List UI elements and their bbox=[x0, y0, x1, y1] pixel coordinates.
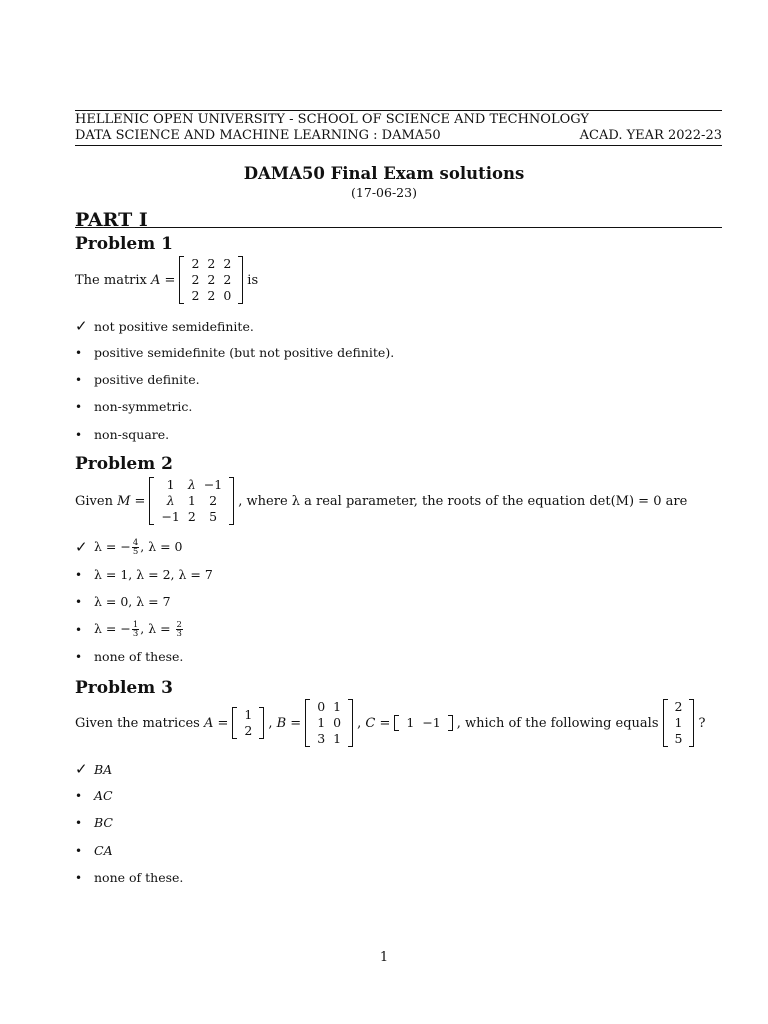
option-text: non-square. bbox=[94, 427, 170, 442]
option-text: positive definite. bbox=[94, 372, 200, 387]
stem-text: Given bbox=[75, 493, 113, 509]
page-number: 1 bbox=[379, 950, 389, 965]
matrix-cell: 2 bbox=[207, 256, 216, 271]
option-text: non-symmetric. bbox=[94, 399, 193, 414]
problem-3-option-4 bbox=[75, 843, 113, 858]
check-icon: ✓ bbox=[75, 538, 88, 556]
var-a: A bbox=[151, 272, 161, 288]
option-text: BA bbox=[94, 761, 113, 777]
bullet-icon: • bbox=[75, 427, 83, 442]
bullet-icon: • bbox=[75, 788, 83, 803]
bullet-icon: • bbox=[75, 567, 83, 582]
problem-2-stem: Given M = 1 λ −1 λ 1 2 −1 2 5 , where λ a real parameter, the roots of the equation det(M) = 0 are bbox=[75, 477, 688, 524]
stem-text: The matrix bbox=[75, 272, 147, 288]
matrix-cell: 2 bbox=[207, 272, 216, 287]
part-heading: PART I bbox=[75, 209, 148, 231]
matrix-m bbox=[149, 477, 234, 525]
matrix-cell: 0 bbox=[317, 699, 326, 714]
problem-3-stem: Given the matrices A = 1 2 , B = 0 1 1 0 3 1 , C = 1 −1 , which of the following equals 2 1 5 ? bbox=[75, 699, 706, 746]
option-text: AC bbox=[94, 788, 113, 803]
matrix-cell: 2 bbox=[209, 493, 218, 508]
header-top-rule bbox=[75, 110, 722, 111]
fraction: $\frac{2}{3}$ bbox=[176, 620, 182, 639]
problem-1-option-2 bbox=[75, 345, 394, 360]
matrix-cell: 2 bbox=[223, 272, 232, 287]
option-text: none of these. bbox=[94, 870, 184, 885]
exam-date: (17-06-23) bbox=[351, 185, 417, 200]
academic-year: ACAD. YEAR 2022-23 bbox=[579, 128, 722, 143]
matrix-b bbox=[305, 699, 353, 747]
matrix-cell: 1 bbox=[333, 731, 342, 746]
matrix-a bbox=[232, 707, 264, 739]
problem-1-option-1 bbox=[75, 317, 254, 335]
problem-1-stem: The matrix A = 2 2 2 2 2 2 2 2 0 is bbox=[75, 256, 259, 303]
matrix-cell: 2 bbox=[244, 723, 253, 738]
matrix-cell: 2 bbox=[674, 699, 683, 714]
problem-2-option-4 bbox=[75, 621, 184, 638]
bullet-icon: • bbox=[75, 372, 83, 387]
var-a: A bbox=[203, 715, 214, 731]
bullet-icon: • bbox=[75, 843, 83, 858]
matrix-cell: 2 bbox=[191, 272, 200, 287]
matrix-cell: 2 bbox=[207, 288, 216, 303]
problem-1-heading: Problem 1 bbox=[75, 234, 173, 254]
problem-1-option-3 bbox=[75, 372, 200, 387]
matrix-cell: 2 bbox=[191, 256, 200, 271]
bullet-icon: • bbox=[75, 399, 83, 414]
fraction: $\frac{1}{3}$ bbox=[132, 620, 139, 639]
problem-1-option-4 bbox=[75, 399, 192, 414]
check-icon: ✓ bbox=[75, 760, 88, 778]
fraction: $\frac{4}{5}$ bbox=[132, 537, 139, 557]
part-rule bbox=[75, 227, 722, 228]
matrix-cell: 1 bbox=[187, 493, 196, 508]
option-text: λ = 0, λ = 7 bbox=[94, 594, 171, 609]
matrix-cell: −1 bbox=[203, 477, 223, 492]
stem-text: ? bbox=[698, 715, 706, 731]
matrix-cell: 1 bbox=[406, 715, 415, 730]
stem-text: Given the matrices bbox=[75, 715, 200, 731]
matrix-cell: 3 bbox=[317, 731, 326, 746]
problem-2-option-5 bbox=[75, 649, 183, 664]
problem-2-option-2 bbox=[75, 567, 213, 582]
matrix-cell: 1 bbox=[333, 699, 342, 714]
matrix-cell: 1 bbox=[166, 477, 175, 492]
matrix-c bbox=[394, 715, 452, 731]
bullet-icon: • bbox=[75, 649, 83, 664]
check-icon: ✓ bbox=[75, 317, 88, 335]
problem-3-option-3 bbox=[75, 815, 113, 830]
matrix-cell: 5 bbox=[674, 731, 683, 746]
option-text: CA bbox=[94, 843, 113, 858]
matrix-cell: 1 bbox=[317, 715, 326, 730]
matrix-cell: 0 bbox=[223, 288, 232, 303]
option-text: λ = − $\frac{4}{5}$ , λ = 0 bbox=[94, 537, 183, 557]
problem-3-option-2 bbox=[75, 788, 113, 803]
problem-3-option-5 bbox=[75, 870, 183, 885]
option-text: not positive semidefinite. bbox=[94, 318, 254, 334]
matrix-cell: 1 bbox=[244, 707, 253, 722]
matrix-cell: 1 bbox=[674, 715, 683, 730]
page-title: DAMA50 Final Exam solutions bbox=[243, 164, 525, 183]
option-text: none of these. bbox=[94, 649, 184, 664]
var-b: B bbox=[276, 715, 287, 731]
stem-text: , which of the following equals bbox=[456, 715, 659, 731]
problem-1-option-5 bbox=[75, 427, 169, 442]
matrix-a bbox=[179, 256, 243, 304]
matrix-cell: 2 bbox=[191, 288, 200, 303]
problem-3-heading: Problem 3 bbox=[75, 678, 173, 698]
matrix-cell: λ bbox=[187, 477, 196, 492]
matrix-cell: 0 bbox=[333, 715, 342, 730]
stem-text: is bbox=[247, 272, 259, 288]
option-text: positive semidefinite (but not positive definite). bbox=[94, 345, 395, 360]
matrix-cell: 2 bbox=[223, 256, 232, 271]
bullet-icon: • bbox=[75, 345, 83, 360]
matrix-cell: 5 bbox=[209, 509, 218, 524]
header-bottom-rule bbox=[75, 145, 722, 146]
course-name: DATA SCIENCE AND MACHINE LEARNING : DAMA50 bbox=[75, 128, 441, 143]
option-text: λ = − $\frac{1}{3}$ , λ = $\frac{2}{3}$ bbox=[94, 620, 182, 639]
header-line-2 bbox=[75, 128, 722, 144]
problem-3-option-1 bbox=[75, 760, 112, 778]
var-c: C bbox=[365, 715, 376, 731]
matrix-cell: −1 bbox=[161, 509, 180, 524]
option-text: λ = 1, λ = 2, λ = 7 bbox=[94, 567, 213, 582]
stem-text: , where λ a real parameter, the roots of the equation det(M) = 0 are bbox=[238, 493, 688, 509]
matrix-cell: λ bbox=[166, 493, 175, 508]
problem-2-option-3 bbox=[75, 594, 171, 609]
bullet-icon: • bbox=[75, 870, 83, 885]
university-name: HELLENIC OPEN UNIVERSITY - SCHOOL OF SCIENCE AND TECHNOLOGY bbox=[75, 112, 589, 127]
matrix-cell: 2 bbox=[187, 509, 196, 524]
matrix-result bbox=[663, 699, 695, 747]
option-text: BC bbox=[94, 815, 113, 830]
header-line-1 bbox=[75, 112, 722, 128]
bullet-icon: • bbox=[75, 594, 83, 609]
problem-2-heading: Problem 2 bbox=[75, 454, 173, 474]
matrix-cell: −1 bbox=[422, 715, 441, 730]
bullet-icon: • bbox=[75, 622, 83, 637]
var-m: M bbox=[117, 493, 131, 509]
problem-2-option-1 bbox=[75, 538, 183, 556]
bullet-icon: • bbox=[75, 815, 83, 830]
